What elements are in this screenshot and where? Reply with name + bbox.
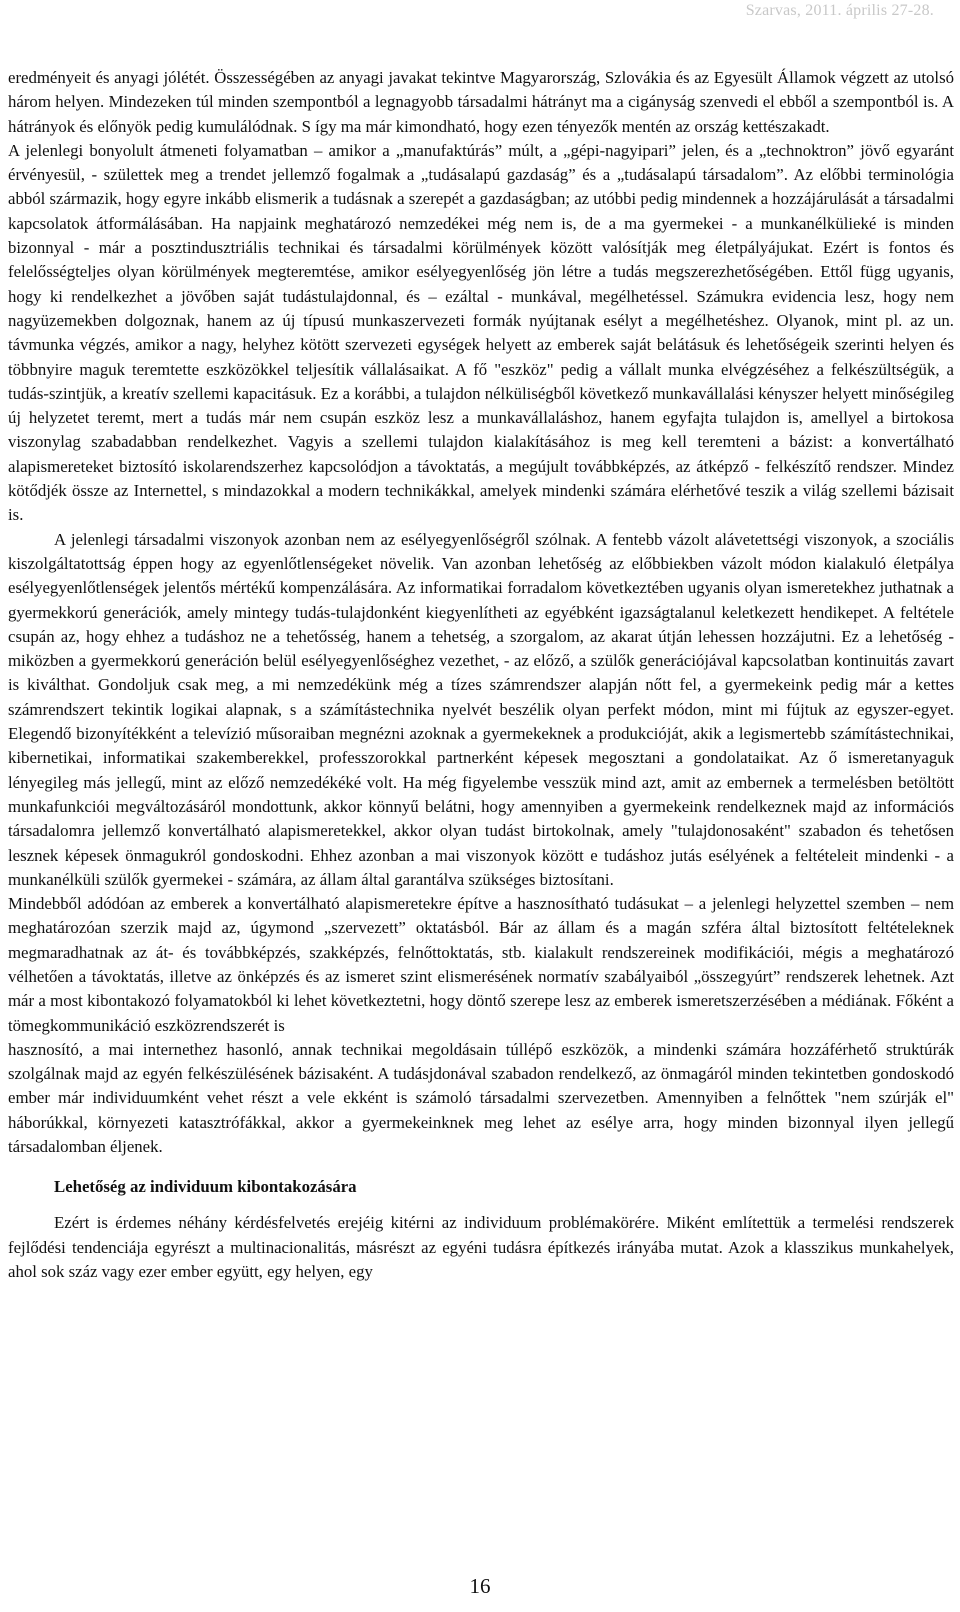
body-paragraph: Mindebből adódóan az emberek a konvertálható alapismeretekre építve a hasznosítható tudásukat – a jelenlegi helyzettel szemben – nem meghatározóan szerzik majd az, úgymond „szervezett” oktatásból. Bár az állam és a magán szféra által biztosított feltételeknek megmaradhatnak az át- és továbbképzés, szakképzés, felnőttoktatás, stb. kialakult rendszereinek modifikációi, mégis a meghatározó vélhetően a távoktatás, illetve az önképzés és az ismeret szint elismerésének normatív szabályaiból „összegyúrt” rendszerek lehetnek. Azt már a most kibontakozó folyamatokból ki lehet következtetni, hogy döntő szerepe lesz az emberek ismeretszerzésében a médiának. Főként a tömegkommunikáció eszközrendszerét is [8, 894, 954, 1035]
body-paragraph: eredményeit és anyagi jólétét. Összességében az anyagi javakat tekintve Magyarország, Szlovákia és az Egyesült Államok végzett az utolsó három helyen. Mindezeken túl minden szempontból a legnagyobb társadalmi hátrányt ma a cigányság szenvedi el ebből a szempontból is. A hátrányok és előnyök pedig kumulálódnak. S így ma már kimondható, hogy ezen tényezők mentén az ország kettészakadt. [8, 68, 954, 136]
body-paragraph: A jelenlegi bonyolult átmeneti folyamatban – amikor a „manufaktúrás” múlt, a „gépi-nagyipari” jelen, és a „technoktron” jövő egyaránt érvényesül, - születtek meg a trendet jellemző fogalmak a „tudásalapú gazdaság” és a „tudásalapú társadalom”. Az előbbi terminológia abból származik, hogy egyre inkább elismerik a tudásnak a szerepét a gazdaságban; az utóbbi pedig mindennek a hozzájárulását a társadalmi kapcsolatok átformálásában. Ha napjaink meghatározó nemzedékei még nem is, de a ma gyermekei - a munkanélkülieké is minden bizonnyal - már a posztindusztriális technikai és társadalmi körülmények között valósítják meg életpályájukat. Ezért is fontos és felelősségteljes olyan körülmények megteremtése, amikor esélyegyenlőség jön létre a tudás megszerezhetőségében. Ettől függ ugyanis, hogy ki rendelkezhet a jövőben saját tudástulajdonnal, és – ezáltal - munkával, megélhetéssel. Számukra evidencia lesz, hogy nem nagyüzemekben dolgoznak, hanem az új típusú munkaszervezeti formák nyújtanak esélyt a megélhetéshez. Olyanok, mint pl. az un. távmunka végzés, amikor a nagy, helyhez kötött szervezeti egységek helyett az emberek saját belátásuk és lehetőségeik szerinti helyen és többnyire maguk teremtette eszközökkel teljesítik vállalásaikat. A fő "eszköz" pedig a vállalt munka elvégzéséhez a felkészültségük, a tudás-szintjük, a kreatív szellemi kapacitásuk. Ez a korábbi, a tulajdon nélküliségből következő munkavállalási kényszer helyett minőségileg új helyzetet teremt, mert a tudás már nem csupán eszköz lesz a munkavállaláshoz, hanem egyfajta tulajdon is, amellyel a birtokosa viszonylag szabadabban rendelkezhet. Vagyis a szellemi tulajdon kialakításához is meg kell teremteni a bázist: a konvertálható alapismereteket biztosító iskolarendszerhez kapcsolódjon a távoktatás, a megújult továbbképzés, az átképző - felkészítő rendszer. Mindez kötődjék össze az Internettel, s mindazokkal a modern technikákkal, amelyek mindenki számára elérhetővé teszik a világ szellemi bázisait is. [8, 140, 954, 525]
page-number: 16 [469, 1574, 491, 1598]
body-paragraph: A jelenlegi társadalmi viszonyok azonban nem az esélyegyenlőségről szólnak. A fentebb vázolt alávetettségi viszonyok, a szociális kiszolgáltatottság éppen hogy az egyenlőtlenségeket növelik. Van azonban lehetőség az előbbiekben vázolt módon kialakuló életpálya esélyegyenlőtlenségek jelentős mértékű kompenzálására. Az informatikai forradalom következtében ugyanis olyan ismeretekhez juthatnak a gyermekkorú generációk, amely mintegy tudás-tulajdonként kiegyenlítheti az egyébként igazságtalanul keletkezett hendikepet. A feltétele csupán az, hogy ehhez a tudáshoz ne a tehetősség, hanem a tehetség, a szorgalom, az akarat útján lehessen hozzájutni. Ez a lehetőség - miközben a gyermekkorú generáción belül esélyegyenlőséghez vezethet, - az előző, a szülők generációjával kapcsolatban kontinuitás zavart is kiválthat. Gondoljuk csak meg, a mi nemzedékünk még a tízes számrendszer alapján nőtt fel, a gyermekeink pedig már a kettes számrendszert tekintik logikai alapnak, s a számítástechnika nyelvét beszélik olyan perfekt módon, mint mi fújtuk az egyszer-egyet. Elegendő bizonyítékként a televízió műsoraiban megnézni azoknak a gyermekeknek a produkcióját, akik a legismertebb számítástechnikai, kibernetikai, informatikai szakemberekkel, professzorokkal partnerként képesek megosztani a gondolataikat. Az ő ismeretanyaguk lényegileg más jellegű, mint az előző nemzedékéké volt. Ha még figyelembe vesszük mind azt, amit az embernek a termelésben betöltött munkafunkciói megváltozásáról mondottunk, akkor könnyű belátni, hogy amennyiben a gyermekeink rendelkeznek majd az információs társadalomra jellemző konvertálható alapismeretekkel, akkor olyan tudást birtokolnak, amely "tulajdonosaként" szabadon és tehetősen lesznek képesek önmagukról gondoskodni. Ehhez azonban a mai viszonyok között e tudáshoz jutás esélyének a feltételeit mindenki - a munkanélküli szülők gyermekei - számára, az állam által garantálva szükséges biztosítani. [8, 529, 954, 889]
running-header: Szarvas, 2011. április 27-28. [745, 2, 934, 19]
section-heading: Lehetőség az individuum kibontakozására [54, 1177, 357, 1197]
body-paragraph: hasznosító, a mai internethez hasonló, annak technikai megoldásain túllépő eszközök, a mindenki számára hozzáférhető struktúrák szolgálnak majd az egyén felkészülésének bázisaként. A tudásjdonával szabadon rendelkező, az önmagáról minden tekintetben gondoskodó ember már individuumként vehet részt a vele ekként is számoló társadalmi szervezetben. Amennyiben a felnőttek "nem szúrják el" háborúkkal, környezeti katasztrófákkal, akkor a gyermekeinknek meg lehet az esélye arra, hogy minden bizonnyal ilyen jellegű társadalomban éljenek. [8, 1039, 954, 1157]
page-body [8, 66, 954, 1284]
body-paragraph: Ezért is érdemes néhány kérdésfelvetés erejéig kitérni az individuum problémakörére. Miként említettük a termelési rendszerek fejlődési tendenciája egyrészt a multinacionalitás, másrészt az egyéni tudásra építkezés irányába mutat. Azok a klasszikus munkahelyek, ahol sok száz vagy ezer ember együtt, egy helyen, egy [8, 1213, 954, 1281]
